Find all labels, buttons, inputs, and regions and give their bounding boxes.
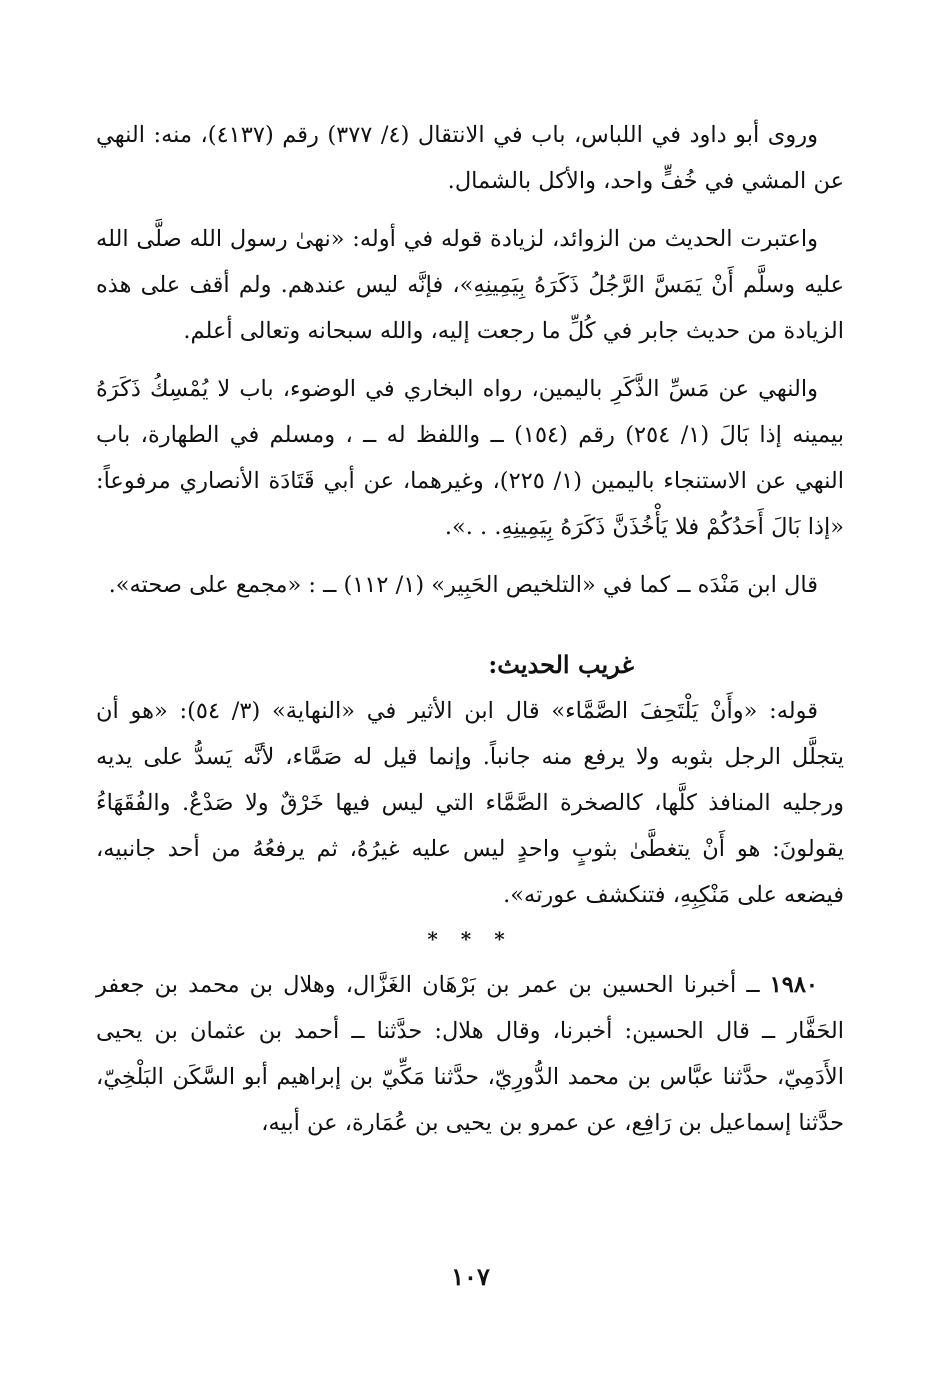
page-content (96, 112, 844, 1146)
paragraph-ibn-mandah: قال ابن مَنْدَه ــ كما في «التلخيص الحَبِير» (١/ ١١٢) ــ : «مجمع على صحته». (108, 572, 818, 598)
paragraph-hadith-1980 (96, 962, 844, 1146)
paragraph-abu-dawud: وروى أبو داود في اللباس، باب في الانتقال (٤/ ٣٧٧) رقم (٤١٣٧)، منه: النهي عن المشي في خُفٍّ واحد، والأكل بالشمال. (96, 122, 844, 194)
paragraph-bukhari: والنهي عن مَسِّ الذَّكَرِ باليمين، رواه البخاري في الوضوء، باب لا يُمْسِكُ ذَكَرَهُ بيمينه إذا بَالَ (١/ ٢٥٤) رقم (١٥٤) ــ واللفظ له ــ ، ومسلم في الطهارة، باب النهي عن الاستنجاء باليمين (١/ ٢٢٥)، وغيرهما، عن أبي قَتَادَة الأنصاري مرفوعاً: «إذا بَالَ أَحَدُكُمْ فلا يَأْخُذَنَّ ذَكَرَهُ بِيَمِينِهِ. . .». (96, 376, 844, 540)
page-number: ١٠٧ (451, 1262, 490, 1291)
paragraph-gharib: قوله: «وأَنْ يَلْتَحِفَ الصَّمَّاء» قال ابن الأثير في «النهاية» (٣/ ٥٤): «هو أن يتجلَّل الرجل بثوبه ولا يرفع منه جانباً. وإنما قيل له صَمَّاء، لأنَّه يَسدُّ على يديه ورجليه المنافذ كلَّها، كالصخرة الصَّمَّاء التي ليس فيها خَرْقٌ ولا صَدْعٌ. والفُقَهَاءُ يقولونَ: هو أَنْ يتغطَّىٰ بثوبٍ واحدٍ ليس عليه غيرُهُ، ثم يرفعُهُ من أحد جانبيه، فيضعه على مَنْكِبِهِ، فتنكشف عورته». (96, 698, 844, 908)
section-heading-gharib: غريب الحديث: (488, 650, 634, 679)
hadith-number: ١٩٨٠ (769, 972, 818, 998)
separator-stars: * * * (427, 927, 513, 951)
hadith-isnad-text: ــ أخبرنا الحسين بن عمر بن بَرْهَان الغَزَّال، وهلال بن محمد بن جعفر الحَفَّار ــ قال الحسين: أخبرنا، وقال هلال: حدَّثنا ــ أحمد بن عثمان بن يحيى الأَدَمِيّ، حدَّثنا عبَّاس بن محمد الدُّورِيّ، حدَّثنا مَكِّيّ بن إبراهيم أبو السَّكَن البَلْخِيّ، حدَّثنا إسماعيل بن رَافِع، عن عمرو بن يحيى بن عُمَارة، عن أبيه، (96, 972, 844, 1136)
paragraph-zawaid: واعتبرت الحديث من الزوائد، لزيادة قوله في أوله: «نهىٰ رسول الله صلَّى الله عليه وسلَّم أَنْ يَمَسَّ الرَّجُلُ ذَكَرَهُ بِيَمِينِهِ»، فإنَّه ليس عندهم. ولم أقف على هذه الزيادة من حديث جابر في كُلِّ ما رجعت إليه، والله سبحانه وتعالى أعلم. (96, 226, 844, 344)
